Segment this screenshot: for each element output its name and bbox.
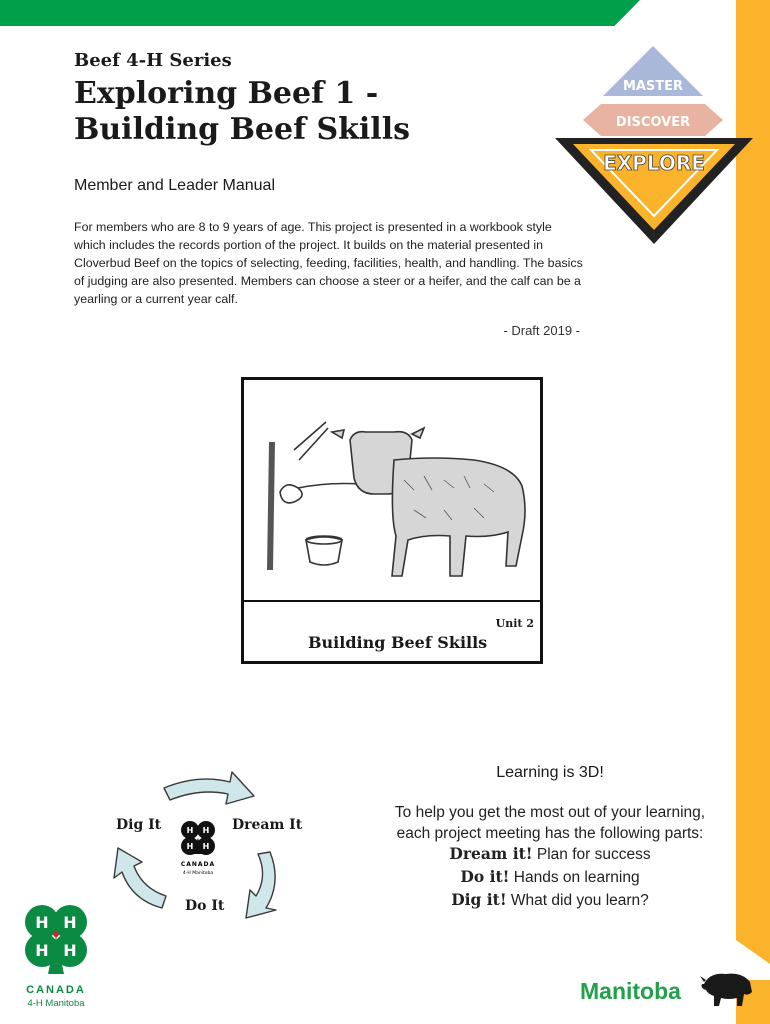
svg-text:H: H — [63, 913, 77, 932]
bison-icon — [698, 970, 754, 1008]
dig-it-label: Dig it! — [451, 890, 507, 909]
canada-4h-clover-logo — [18, 900, 94, 980]
learning-intro-line-1: To help you get the most out of your learning, — [394, 804, 706, 821]
footer-canada-label: CANADA — [26, 984, 86, 996]
svg-text:H: H — [186, 842, 194, 851]
manitoba-wordmark: Manitoba — [580, 978, 681, 1004]
series-label: Beef 4-H Series — [74, 50, 232, 71]
arrow-left-icon — [114, 848, 166, 908]
learning-intro — [386, 802, 714, 844]
do-it-label: Do it! — [460, 867, 510, 886]
learning-dream-line — [386, 843, 714, 866]
draft-label: - Draft 2019 - — [503, 323, 580, 338]
arrow-right-icon — [246, 852, 276, 918]
dream-it-label: Dream it! — [449, 844, 533, 863]
dig-it-text: What did you learn? — [506, 892, 649, 909]
title-line-2: Building Beef Skills — [74, 112, 410, 147]
cycle-dream-label: Dream It — [232, 817, 303, 833]
learning-intro-line-2: each project meeting has the following parts: — [396, 825, 704, 842]
level-discover: DISCOVER — [615, 115, 691, 130]
project-description: For members who are 8 to 9 years of age. This project is presented in a workbook style which includes the records portion of the project. It builds on the material presented in Cloverbud Beef on the topics of selecting, feeding, facilities, health, and handling. The basics of judging are also presented. Members can choose a steer or a heifer, and the calf can be a yearling or a current year calf. — [74, 220, 583, 306]
svg-text:H: H — [35, 941, 49, 960]
svg-text:H: H — [35, 913, 49, 932]
do-it-text: Hands on learning — [509, 869, 640, 886]
manual-subtitle: Member and Leader Manual — [74, 177, 276, 194]
learning-dig-line — [386, 889, 714, 912]
mini-4h-clover-icon — [176, 818, 220, 878]
learning-title: Learning is 3D! — [496, 764, 604, 781]
title-line-1: Exploring Beef 1 - — [74, 76, 379, 111]
cover-unit-label: Unit 2 — [495, 617, 534, 630]
learning-parts-list — [386, 843, 714, 912]
level-explore: EXPLORE — [603, 151, 705, 175]
level-pyramid-icon — [553, 46, 757, 246]
dream-it-text: Plan for success — [532, 846, 651, 863]
calf-drawing — [244, 380, 540, 600]
level-master: MASTER — [622, 79, 684, 94]
svg-text:H: H — [202, 826, 210, 835]
footer-canada-sub: 4-H Manitoba — [27, 998, 85, 1009]
learning-do-line — [386, 866, 714, 889]
cover-image — [241, 377, 543, 664]
page-title — [74, 76, 534, 148]
top-green-bar — [0, 0, 640, 26]
svg-text:H: H — [63, 941, 77, 960]
cycle-dig-label: Dig It — [116, 817, 162, 833]
svg-text:H: H — [202, 842, 210, 851]
svg-text:H: H — [186, 826, 194, 835]
mini-logo-sub: 4-H Manitoba — [182, 871, 214, 876]
cover-title: Building Beef Skills — [308, 633, 488, 652]
cycle-do-label: Do It — [185, 898, 225, 914]
mini-logo-canada: CANADA — [180, 861, 216, 868]
arrow-top-icon — [164, 772, 254, 804]
cover-divider — [244, 600, 540, 602]
